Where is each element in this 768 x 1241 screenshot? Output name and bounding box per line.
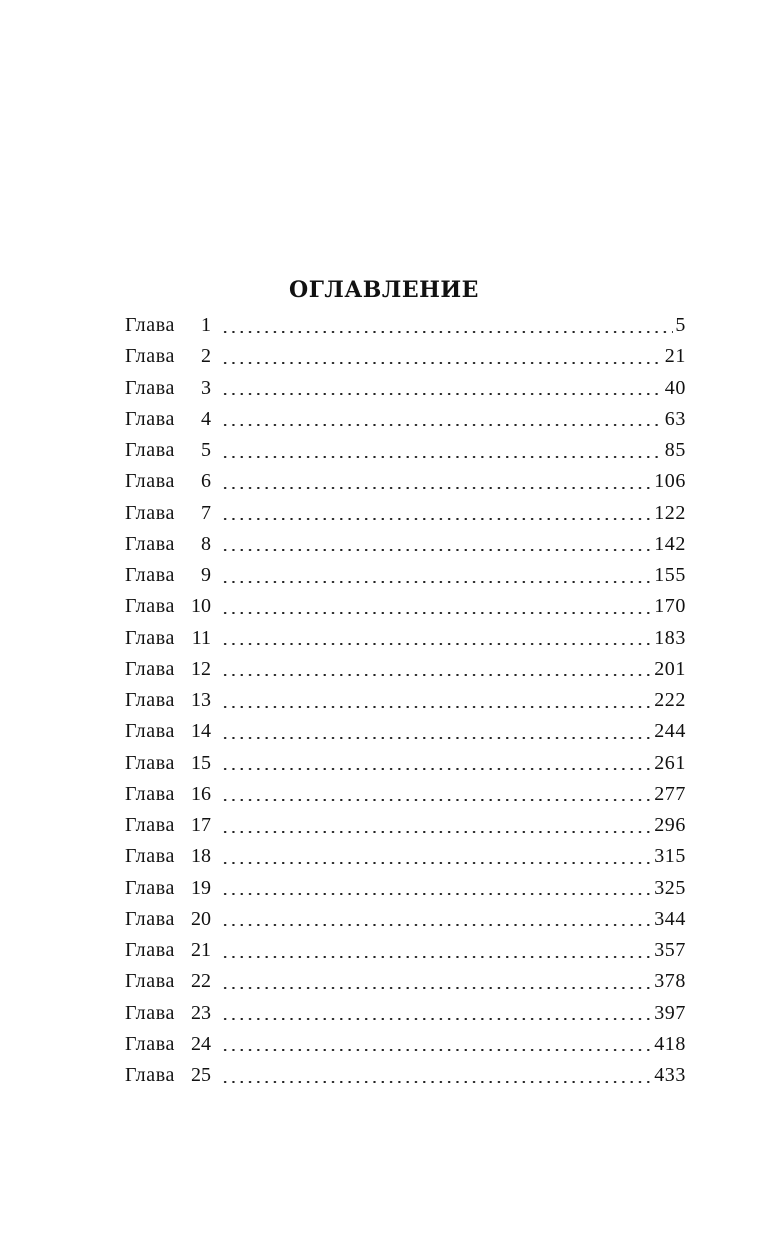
toc-entry-label (125, 435, 211, 466)
page-number: 85 (664, 439, 686, 462)
chapter-number: 20 (191, 907, 211, 930)
chapter-number: 15 (191, 751, 211, 774)
toc-entry[interactable] (125, 373, 686, 404)
toc-entry-label (125, 779, 211, 810)
toc-entry-label (125, 873, 211, 904)
dot-leader (221, 987, 652, 989)
chapter-number: 8 (201, 532, 211, 555)
dot-leader (221, 737, 652, 739)
toc-entry[interactable] (125, 779, 686, 810)
dot-leader (221, 768, 652, 770)
dot-leader (221, 674, 652, 676)
chapter-word: Глава (125, 501, 175, 524)
chapter-word: Глава (125, 314, 175, 337)
toc-entry-label (125, 623, 211, 654)
chapter-word: Глава (125, 470, 175, 493)
chapter-number: 6 (201, 470, 211, 493)
toc-entry[interactable] (125, 685, 686, 716)
chapter-number: 11 (191, 626, 211, 649)
chapter-number: 25 (191, 1064, 211, 1087)
chapter-number: 3 (201, 376, 211, 399)
chapter-number: 22 (191, 970, 211, 993)
toc-entry[interactable] (125, 904, 686, 935)
toc-entry[interactable] (125, 498, 686, 529)
toc-entry[interactable] (125, 310, 686, 341)
chapter-number: 12 (191, 657, 211, 680)
chapter-word: Глава (125, 626, 175, 649)
toc-entry[interactable] (125, 404, 686, 435)
chapter-word: Глава (125, 845, 175, 868)
toc-entry[interactable] (125, 623, 686, 654)
chapter-number: 5 (201, 439, 211, 462)
chapter-word: Глава (125, 657, 175, 680)
dot-leader (221, 924, 652, 926)
page-number: 378 (654, 970, 686, 993)
toc-entry[interactable] (125, 998, 686, 1029)
dot-leader (221, 549, 652, 551)
toc-entry-label (125, 748, 211, 779)
chapter-word: Глава (125, 1064, 175, 1087)
page-number: 315 (654, 845, 686, 868)
toc-entry-label (125, 716, 211, 747)
chapter-word: Глава (125, 595, 175, 618)
toc-entry[interactable] (125, 966, 686, 997)
dot-leader (221, 518, 652, 520)
chapter-number: 18 (191, 845, 211, 868)
chapter-word: Глава (125, 564, 175, 587)
dot-leader (221, 706, 652, 708)
page-number: 277 (654, 782, 686, 805)
page-number: 170 (654, 595, 686, 618)
chapter-word: Глава (125, 814, 175, 837)
page-number: 155 (654, 564, 686, 587)
dot-leader (221, 1081, 652, 1083)
toc-entry[interactable] (125, 748, 686, 779)
toc-entry[interactable] (125, 810, 686, 841)
chapter-word: Глава (125, 782, 175, 805)
toc-entry-label (125, 685, 211, 716)
toc-entry-label (125, 529, 211, 560)
chapter-word: Глава (125, 532, 175, 555)
dot-leader (221, 643, 652, 645)
toc-entry[interactable] (125, 935, 686, 966)
toc-entry-label (125, 810, 211, 841)
toc-entry[interactable] (125, 560, 686, 591)
dot-leader (221, 362, 663, 364)
page-number: 357 (654, 939, 686, 962)
page-number: 201 (654, 657, 686, 680)
toc-entry[interactable] (125, 1060, 686, 1091)
chapter-number: 13 (191, 689, 211, 712)
chapter-word: Глава (125, 939, 175, 962)
toc-entry-label (125, 560, 211, 591)
dot-leader (221, 331, 673, 333)
dot-leader (221, 956, 652, 958)
toc-entry-label (125, 341, 211, 372)
dot-leader (221, 862, 652, 864)
toc-entry[interactable] (125, 435, 686, 466)
chapter-number: 4 (201, 407, 211, 430)
dot-leader (221, 487, 652, 489)
page-number: 418 (654, 1032, 686, 1055)
page-title: ОГЛАВЛЕНИЕ (289, 276, 479, 303)
page-number: 222 (654, 689, 686, 712)
chapter-word: Глава (125, 1032, 175, 1055)
page-number: 122 (654, 501, 686, 524)
toc-entry-label (125, 591, 211, 622)
dot-leader (221, 581, 652, 583)
chapter-word: Глава (125, 439, 175, 462)
chapter-word: Глава (125, 1001, 175, 1024)
dot-leader (221, 456, 663, 458)
toc-entry[interactable] (125, 873, 686, 904)
toc-entry-label (125, 1029, 211, 1060)
toc-entry-label (125, 404, 211, 435)
dot-leader (221, 831, 652, 833)
page-number: 183 (654, 626, 686, 649)
chapter-number: 16 (191, 782, 211, 805)
dot-leader (221, 799, 652, 801)
toc-entry-label (125, 841, 211, 872)
page-number: 344 (654, 907, 686, 930)
chapter-number: 1 (201, 314, 211, 337)
dot-leader (221, 893, 652, 895)
page-number: 142 (654, 532, 686, 555)
page-number: 5 (675, 314, 686, 337)
dot-leader (221, 1018, 652, 1020)
toc-entry-label (125, 904, 211, 935)
toc-entry-label (125, 654, 211, 685)
page-number: 397 (654, 1001, 686, 1024)
chapter-word: Глава (125, 907, 175, 930)
toc-entry[interactable] (125, 466, 686, 497)
dot-leader (221, 424, 663, 426)
chapter-word: Глава (125, 751, 175, 774)
chapter-word: Глава (125, 345, 175, 368)
toc-entry-label (125, 935, 211, 966)
chapter-word: Глава (125, 689, 175, 712)
toc-entry-label (125, 498, 211, 529)
table-of-contents (125, 310, 686, 1091)
toc-entry[interactable] (125, 591, 686, 622)
chapter-word: Глава (125, 876, 175, 899)
toc-entry[interactable] (125, 341, 686, 372)
toc-entry-label (125, 966, 211, 997)
chapter-number: 7 (201, 501, 211, 524)
chapter-word: Глава (125, 407, 175, 430)
chapter-word: Глава (125, 376, 175, 399)
toc-entry-label (125, 466, 211, 497)
page-number: 40 (664, 376, 686, 399)
toc-entry-label (125, 310, 211, 341)
toc-entry-label (125, 1060, 211, 1091)
toc-entry-label (125, 998, 211, 1029)
dot-leader (221, 1049, 652, 1051)
chapter-number: 14 (191, 720, 211, 743)
toc-entry[interactable] (125, 841, 686, 872)
dot-leader (221, 393, 663, 395)
page-number: 63 (664, 407, 686, 430)
page-number: 244 (654, 720, 686, 743)
chapter-number: 17 (191, 814, 211, 837)
page-number: 261 (654, 751, 686, 774)
chapter-number: 10 (191, 595, 211, 618)
chapter-number: 23 (191, 1001, 211, 1024)
page-number: 106 (654, 470, 686, 493)
chapter-number: 9 (201, 564, 211, 587)
page-number: 21 (664, 345, 686, 368)
chapter-word: Глава (125, 970, 175, 993)
page-number: 296 (654, 814, 686, 837)
toc-entry[interactable] (125, 529, 686, 560)
chapter-number: 2 (201, 345, 211, 368)
toc-entry-label (125, 373, 211, 404)
toc-entry[interactable] (125, 1029, 686, 1060)
dot-leader (221, 612, 652, 614)
chapter-number: 19 (191, 876, 211, 899)
page-number: 433 (654, 1064, 686, 1087)
chapter-number: 21 (191, 939, 211, 962)
chapter-number: 24 (191, 1032, 211, 1055)
page-number: 325 (654, 876, 686, 899)
toc-entry[interactable] (125, 654, 686, 685)
chapter-word: Глава (125, 720, 175, 743)
toc-entry[interactable] (125, 716, 686, 747)
